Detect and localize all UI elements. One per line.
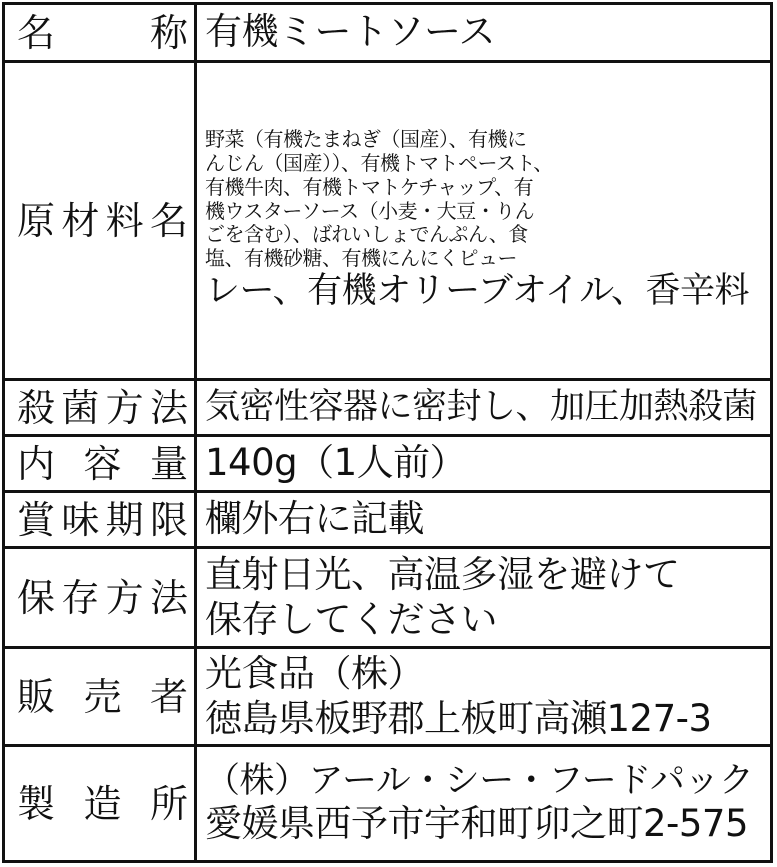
key-char: 限 [149,497,188,542]
key-char: 製 [17,781,56,826]
label-key-net-content [5,437,197,493]
label-value-manufacturer [197,747,770,860]
value-line: 塩、有機砂糖、有機にんにくピュー [205,246,517,271]
value-line: 光食品（株） [205,652,424,696]
label-value-name [197,5,770,63]
food-label-table [2,2,773,863]
value-line: 140g（1人前） [205,441,467,485]
label-key-sterilization [5,381,197,437]
key-char: 材 [61,198,100,243]
key-char: 量 [149,441,188,486]
key-char: 菌 [61,385,100,430]
key-char: 賞 [17,497,56,542]
key-char: 名 [17,10,56,55]
label-value-ingredients [197,63,770,381]
key-char: 法 [149,385,188,430]
label-value-seller [197,649,770,747]
key-char: 者 [149,674,188,719]
key-char: 造 [83,781,122,826]
label-key-storage [5,549,197,649]
label-key-name [5,5,197,63]
value-line: 徳島県板野郡上板町高瀬127-3 [205,696,712,740]
key-char: 容 [83,441,122,486]
value-line: 愛媛県西予市宇和町卯之町2-575 [205,802,749,846]
key-char: 名 [149,198,188,243]
value-line: レー、有機オリーブオイル、香辛料 [205,271,749,312]
key-char: 法 [149,575,188,620]
value-line: 機ウスターソース（小麦・大豆・りん [205,198,535,223]
value-line: んじん（国産））、有機トマトペースト、 [205,151,553,176]
key-char: 期 [105,497,144,542]
key-char: 料 [105,198,144,243]
value-line: 保存してください [205,597,497,641]
value-line: 有機ミートソース [205,10,496,54]
value-line: ごを含む）、ばれいしょでんぷん、食 [205,222,528,247]
key-char: 所 [149,781,188,826]
key-char: 内 [17,441,56,486]
label-key-seller [5,649,197,747]
key-char: 殺 [17,385,56,430]
label-value-net-content [197,437,770,493]
value-line: 有機牛肉、有機トマトケチャップ、有 [205,174,534,199]
key-char: 称 [149,10,188,55]
value-line: 野菜（有機たまねぎ（国産）、有機に [205,127,527,152]
label-key-ingredients [5,63,197,381]
label-value-sterilization [197,381,770,437]
key-char: 原 [17,198,56,243]
value-line: 欄外右に記載 [205,497,424,541]
value-line: （株）アール・シー・フードパック [205,760,754,801]
key-char: 味 [61,497,100,542]
label-key-best-before [5,493,197,549]
key-char: 存 [61,575,100,620]
key-char: 方 [105,575,144,620]
value-line: 直射日光、高温多湿を避けて [205,553,680,597]
key-char: 方 [105,385,144,430]
key-char: 売 [83,674,122,719]
key-char: 販 [17,674,56,719]
value-line: 気密性容器に密封し、加圧加熱殺菌 [205,386,758,427]
label-key-manufacturer [5,747,197,860]
label-value-best-before [197,493,770,549]
label-value-storage [197,549,770,649]
key-char: 保 [17,575,56,620]
